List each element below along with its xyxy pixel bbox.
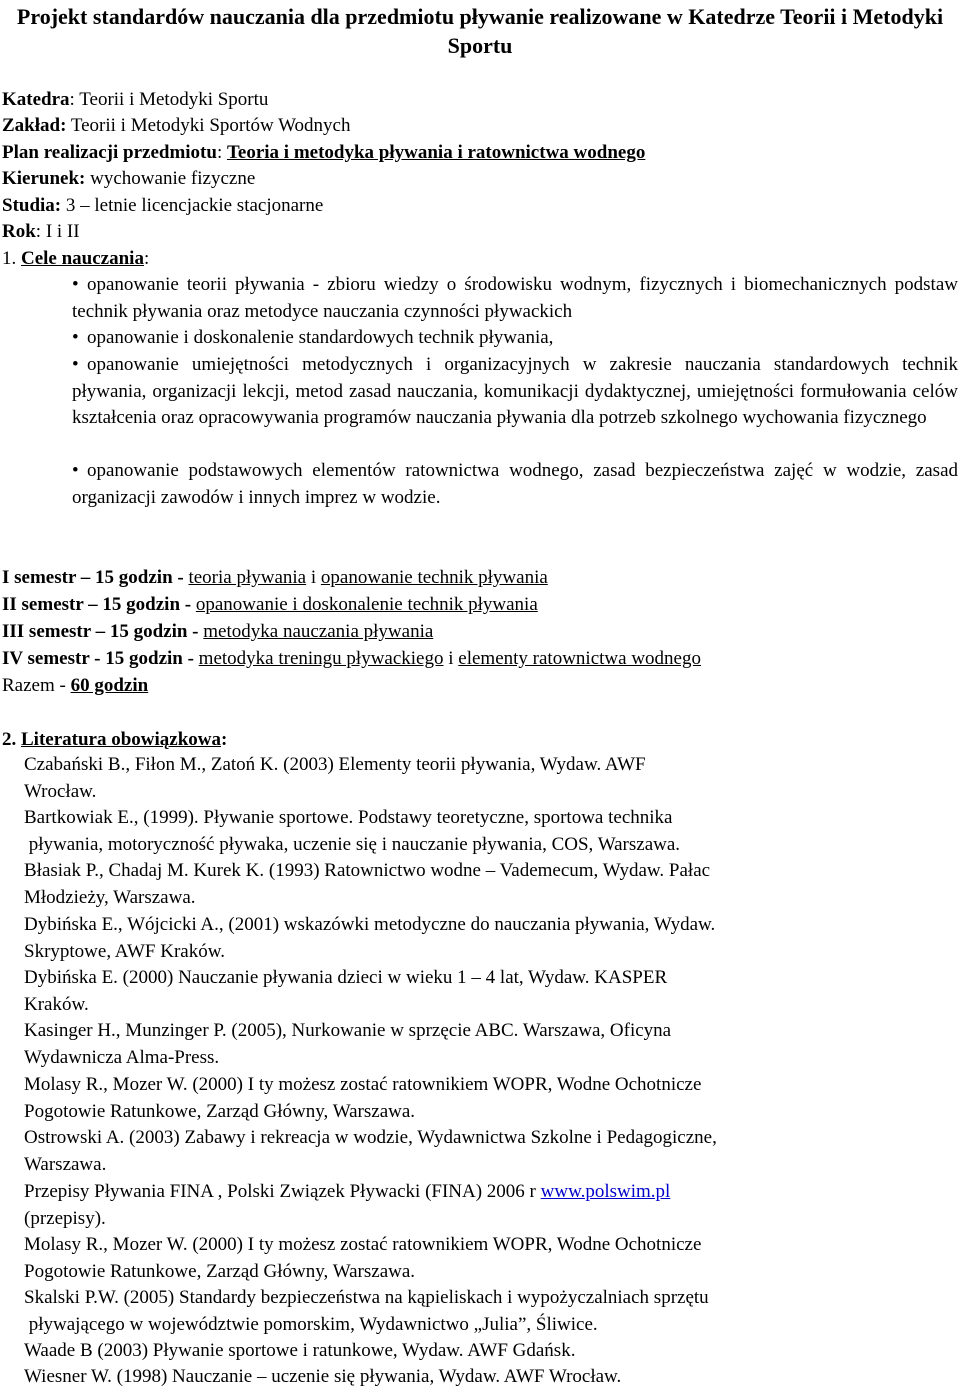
reference-item bbox=[24, 1338, 904, 1365]
bullet-dot: • bbox=[72, 354, 79, 375]
zaklad-label: Zakład: bbox=[2, 115, 67, 136]
reference-line: Dybińska E., Wójcicki A., (2001) wskazówki metodyczne do nauczania pływania, Wydaw. bbox=[24, 914, 716, 935]
semester-topic: metodyka treningu pływackiego bbox=[198, 648, 444, 669]
semester-label: II semestr – 15 godzin - bbox=[2, 594, 196, 615]
total-label: Razem - bbox=[2, 675, 71, 696]
reference-item bbox=[24, 1285, 904, 1338]
semester-line bbox=[2, 620, 433, 644]
reference-item bbox=[24, 912, 904, 965]
reference-item bbox=[24, 1232, 904, 1285]
reference-item bbox=[24, 858, 904, 911]
reference-line: Waade B (2003) Pływanie sportowe i ratunkowe, Wydaw. AWF Gdańsk. bbox=[24, 1340, 576, 1361]
semester-topic: opanowanie technik pływania bbox=[320, 567, 548, 588]
reference-line: Kasinger H., Munzinger P. (2005), Nurkowanie w sprzęcie ABC. Warszawa, Oficyna bbox=[24, 1020, 672, 1041]
semester-label: IV semestr - 15 godzin - bbox=[2, 648, 199, 669]
section1-colon: : bbox=[143, 248, 150, 269]
reference-line: Dybińska E. (2000) Nauczanie pływania dzieci w wieku 1 – 4 lat, Wydaw. KASPER bbox=[24, 967, 668, 988]
section2-heading bbox=[2, 728, 227, 752]
bullet-dot: • bbox=[72, 327, 79, 348]
semester-connector: i bbox=[443, 648, 459, 669]
plan-value: Teoria i metodyka pływania i ratownictwa wodnego bbox=[226, 142, 646, 163]
reference-line: (przepisy). bbox=[24, 1207, 106, 1229]
document-title: Projekt standardów nauczania dla przedmiotu pływanie realizowane w Katedrze Teorii i Metodyki Sportu bbox=[16, 4, 944, 58]
semester-line bbox=[2, 647, 701, 671]
reference-line: Pogotowie Ratunkowe, Zarząd Główny, Warszawa. bbox=[24, 1100, 416, 1122]
studia-value: 3 – letnie licencjackie stacjonarne bbox=[61, 195, 324, 216]
studia-line bbox=[2, 194, 323, 218]
total-line bbox=[2, 674, 148, 698]
zaklad-line bbox=[2, 114, 351, 138]
reference-item bbox=[24, 752, 904, 805]
reference-item bbox=[24, 805, 904, 858]
reference-line: Pogotowie Ratunkowe, Zarząd Główny, Warszawa. bbox=[24, 1260, 416, 1282]
reference-line: Molasy R., Mozer W. (2000) I ty możesz zostać ratownikiem WOPR, Wodne Ochotnicze bbox=[24, 1074, 702, 1095]
section2-title: Literatura obowiązkowa bbox=[21, 729, 222, 750]
goal-text: opanowanie i doskonalenie standardowych technik pływania, bbox=[87, 327, 554, 348]
rok-label: Rok bbox=[2, 221, 36, 242]
reference-item bbox=[24, 965, 904, 1018]
reference-item bbox=[24, 1125, 904, 1178]
reference-line: Przepisy Pływania FINA , Polski Związek Pływacki (FINA) 2006 r bbox=[24, 1181, 541, 1202]
rok-value: : I i II bbox=[35, 221, 80, 242]
reference-line: Kraków. bbox=[24, 993, 89, 1015]
total-value: 60 godzin bbox=[70, 675, 149, 696]
section2-colon: : bbox=[221, 729, 228, 750]
semester-topic: opanowanie i doskonalenie technik pływania bbox=[195, 594, 538, 615]
plan-label: Plan realizacji przedmiotu bbox=[2, 142, 217, 163]
reference-line: Ostrowski A. (2003) Zabawy i rekreacja w wodzie, Wydawnictwa Szkolne i Pedagogiczne, bbox=[24, 1127, 717, 1148]
semester-topic: metodyka nauczania pływania bbox=[203, 621, 434, 642]
reference-line: Warszawa. bbox=[24, 1153, 107, 1175]
section1-heading bbox=[2, 247, 149, 271]
kierunek-value: wychowanie fizyczne bbox=[85, 168, 256, 189]
reference-line: Molasy R., Mozer W. (2000) I ty możesz zostać ratownikiem WOPR, Wodne Ochotnicze bbox=[24, 1234, 702, 1255]
bullet-dot: • bbox=[72, 274, 79, 295]
reference-line: Wiesner W. (1998) Nauczanie – uczenie się pływania, Wydaw. AWF Wrocław. bbox=[24, 1366, 622, 1387]
bullet-dot: • bbox=[72, 460, 79, 481]
reference-item bbox=[24, 1018, 904, 1071]
katedra-line bbox=[2, 88, 268, 112]
reference-item bbox=[24, 1179, 904, 1232]
section2-number: 2. bbox=[2, 729, 21, 750]
reference-line: Błasiak P., Chadaj M. Kurek K. (1993) Ratownictwo wodne – Vademecum, Wydaw. Pałac bbox=[24, 860, 711, 881]
reference-line: Skalski P.W. (2005) Standardy bezpieczeństwa na kąpieliskach i wypożyczalniach sprzętu bbox=[24, 1287, 709, 1308]
section1-number: 1. bbox=[2, 248, 21, 269]
semester-topic: teoria pływania bbox=[188, 567, 307, 588]
reference-item bbox=[24, 1072, 904, 1125]
zaklad-value: Teorii i Metodyki Sportów Wodnych bbox=[66, 115, 351, 136]
plan-line bbox=[2, 141, 645, 165]
reference-line: pływającego w województwie pomorskim, Wydawnictwo „Julia”, Śliwice. bbox=[24, 1313, 598, 1335]
polswim-link[interactable]: www.polswim.pl bbox=[540, 1181, 671, 1202]
reference-line: Młodzieży, Warszawa. bbox=[24, 886, 196, 908]
reference-line: Wydawnicza Alma-Press. bbox=[24, 1046, 220, 1068]
semester-connector: i bbox=[306, 567, 321, 588]
semester-label: I semestr – 15 godzin - bbox=[2, 567, 189, 588]
semester-topic: elementy ratownictwa wodnego bbox=[458, 648, 701, 669]
reference-line: Skryptowe, AWF Kraków. bbox=[24, 940, 225, 962]
reference-line: Wrocław. bbox=[24, 780, 97, 802]
semester-label: III semestr – 15 godzin - bbox=[2, 621, 204, 642]
katedra-label: Katedra bbox=[2, 89, 70, 110]
reference-line: Bartkowiak E., (1999). Pływanie sportowe. Podstawy teoretyczne, sportowa technika bbox=[24, 807, 673, 828]
plan-colon: : bbox=[216, 142, 227, 163]
rok-line bbox=[2, 220, 80, 244]
katedra-value: : Teorii i Metodyki Sportu bbox=[69, 89, 269, 110]
reference-item bbox=[24, 1364, 904, 1391]
studia-label: Studia: bbox=[2, 195, 62, 216]
kierunek-label: Kierunek: bbox=[2, 168, 86, 189]
goal-text: opanowanie teorii pływania - zbioru wiedzy o środowisku wodnym, fizycznych i biomechanicznych podstaw technik pływania oraz metodyce nauczania czynności pływackich bbox=[72, 274, 958, 322]
reference-line: Czabański B., Fiłon M., Zatoń K. (2003) Elementy teorii pływania, Wydaw. AWF bbox=[24, 754, 646, 775]
section1-title: Cele nauczania bbox=[21, 248, 144, 269]
goal-text: opanowanie podstawowych elementów ratownictwa wodnego, zasad bezpieczeństwa zajęć w wodzie, zasad organizacji zawodów i innych imprez w wodzie. bbox=[72, 460, 958, 508]
semester-line bbox=[2, 593, 538, 617]
kierunek-line bbox=[2, 167, 255, 191]
goal-text: opanowanie umiejętności metodycznych i organizacyjnych w zakresie nauczania standardowych technik pływania, organizacji lekcji, metod zasad nauczania, komunikacji dydaktycznej, umiejętności formułowania celów kształcenia oraz opracowywania programów nauczania pływania dla potrzeb szkolnego wychowania fizycznego bbox=[72, 354, 958, 429]
semester-line bbox=[2, 566, 548, 590]
reference-line: pływania, motoryczność pływaka, uczenie się i nauczanie pływania, COS, Warszawa. bbox=[24, 833, 681, 855]
